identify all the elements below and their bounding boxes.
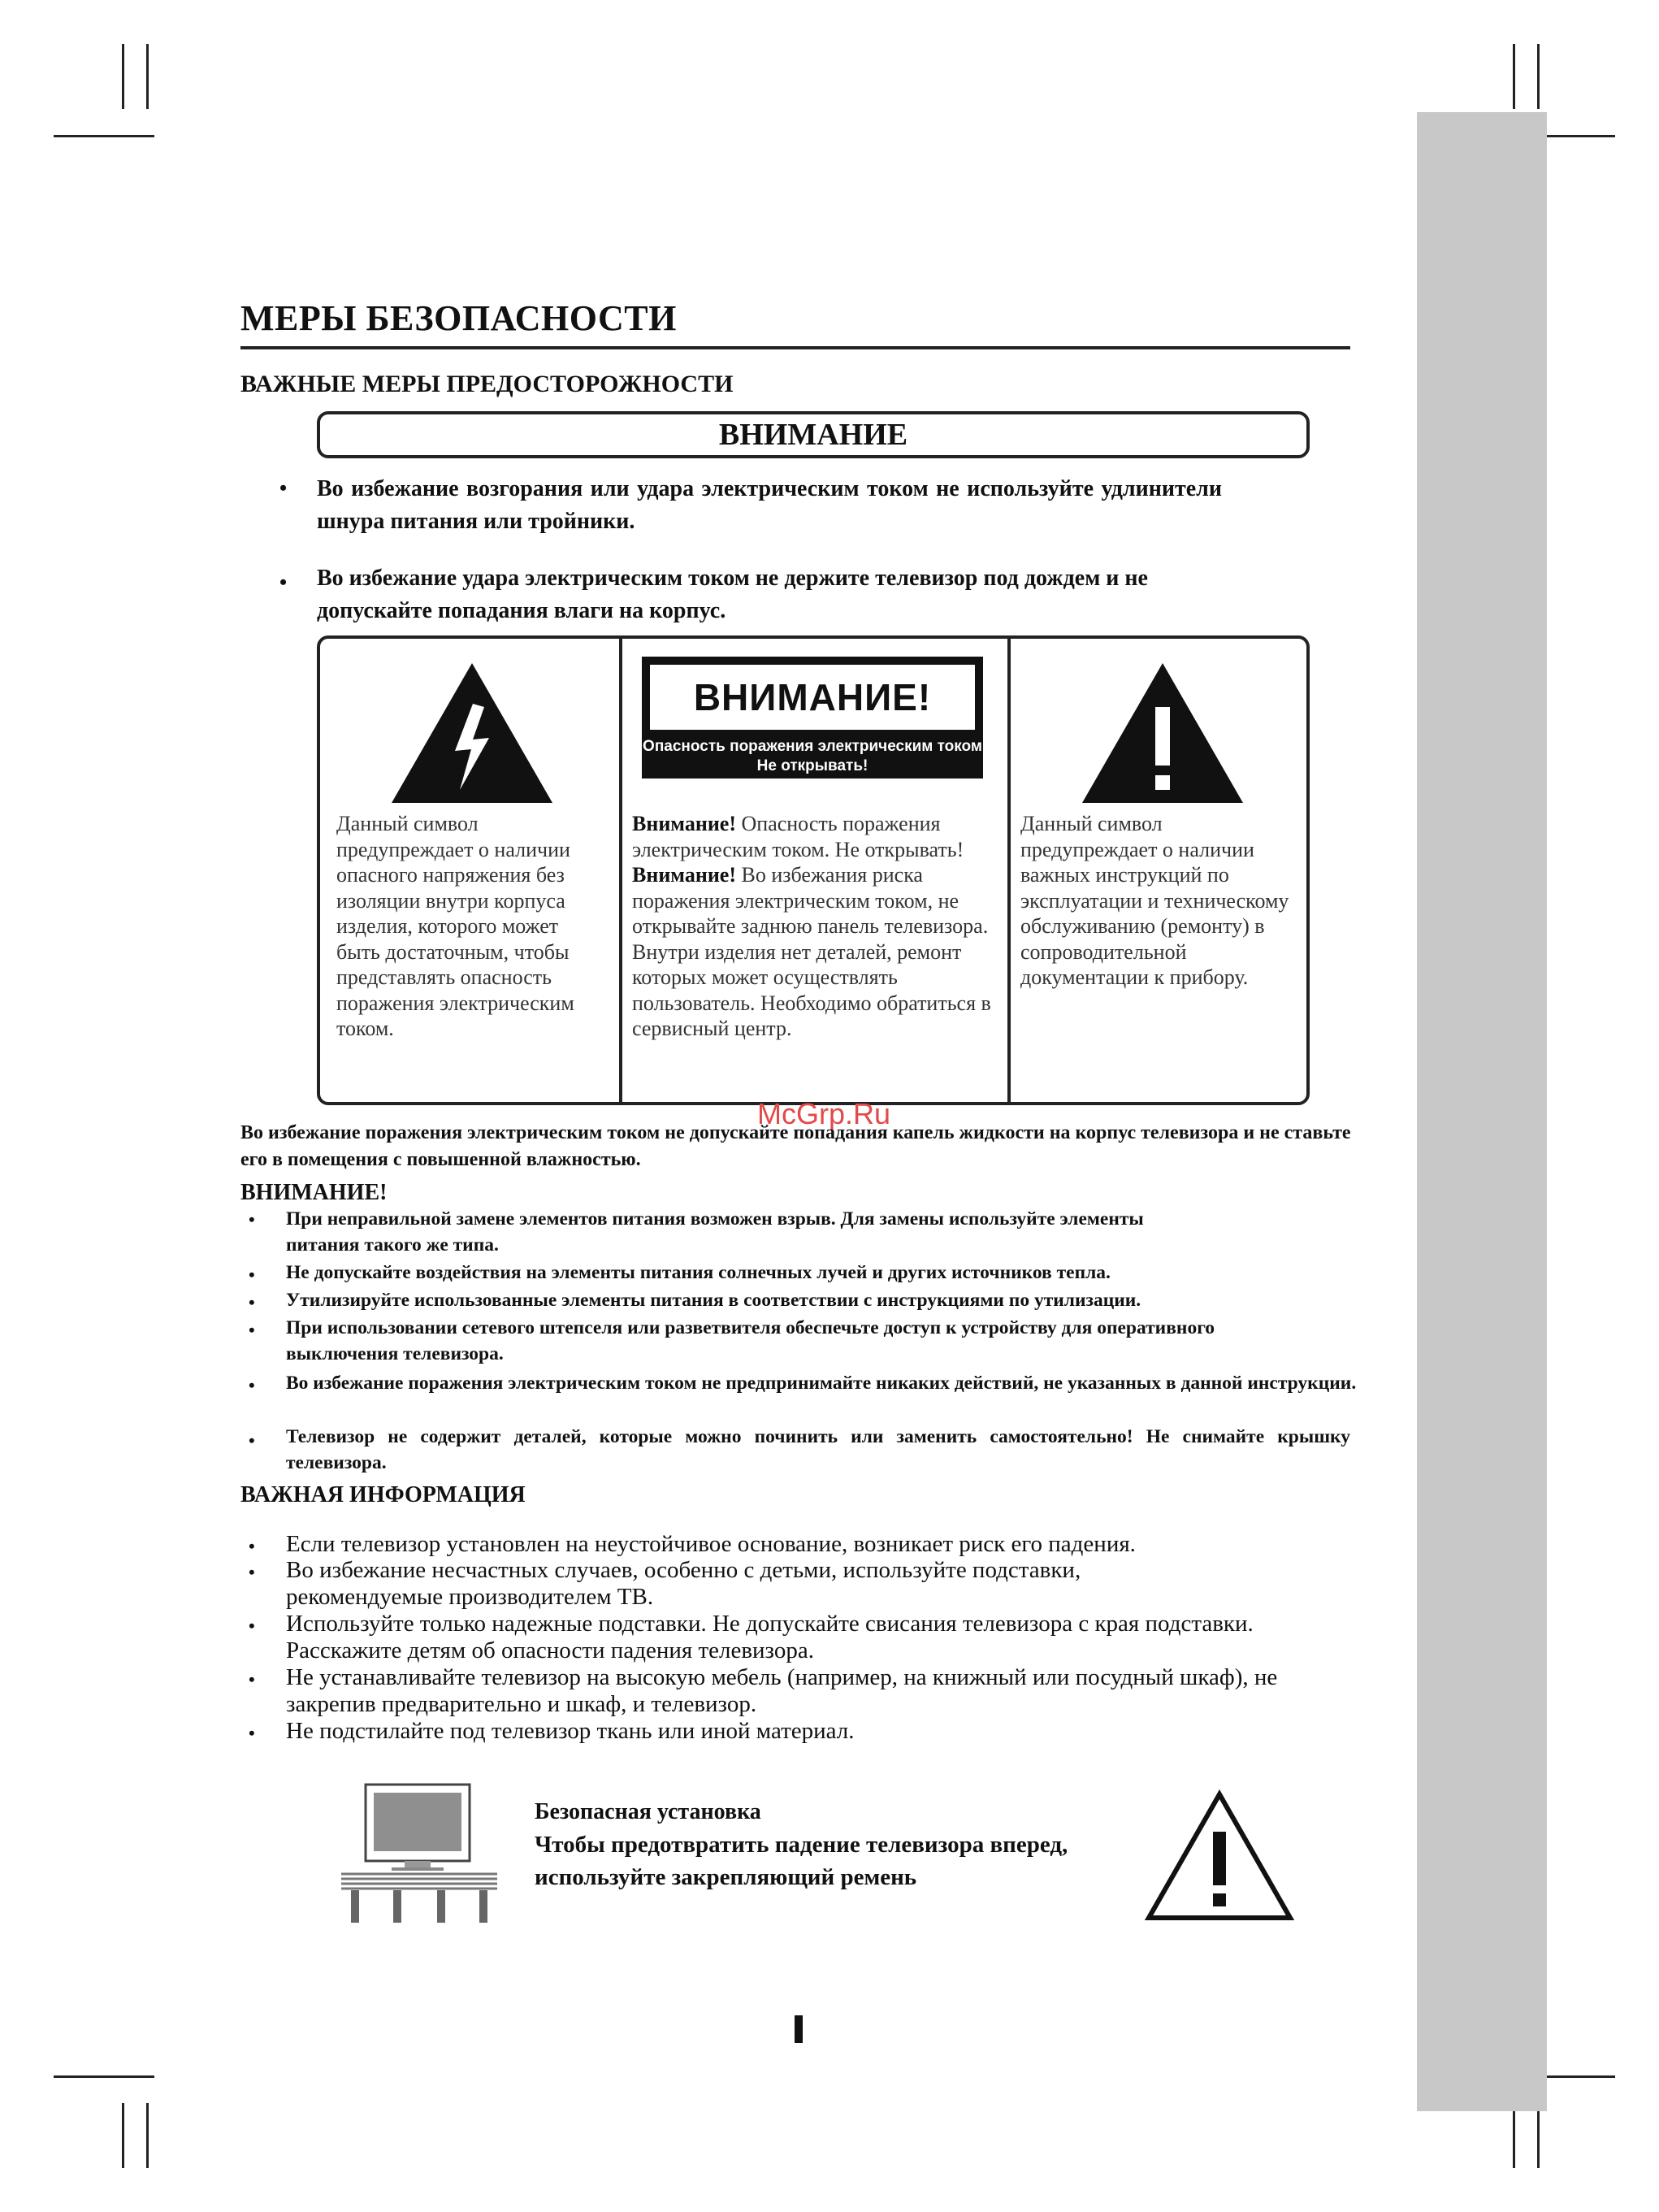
bullet-icon: • <box>249 1320 255 1340</box>
bullet-icon: • <box>279 476 288 500</box>
middle-text-2: Во избежания риска поражения электрическим током, не открывайте заднюю панель телевизора. Внутри изделия нет деталей, ремонт которых может осуществлять пользователь. Необходимо обратиться в сервисный центр. <box>632 863 991 1040</box>
bullet-icon: • <box>249 1430 255 1451</box>
bullet-icon: • <box>249 1264 255 1285</box>
caution-label-line-1: Опасность поражения электрическим током <box>643 738 982 755</box>
right-symbol-text: Данный символ предупреждает о наличии важных инструкций по эксплуатации и техническому обслуживанию (ремонту) в сопроводительной документации к прибору. <box>1020 812 1289 989</box>
middle-bold-1: Внимание! <box>632 812 736 835</box>
page-title: МЕРЫ БЕЗОПАСНОСТИ <box>240 298 677 338</box>
crop-mark <box>146 44 149 109</box>
exclamation-warning-icon <box>1079 660 1246 806</box>
bullet-icon: • <box>249 1536 255 1556</box>
bullet-icon: • <box>249 1209 255 1230</box>
caution-label-line-2: Не открывать! <box>756 757 868 774</box>
warning-title: ВНИМАНИЕ! <box>240 1180 388 1205</box>
top-bullet-1: Во избежание возгорания или удара электрическим током не используйте удлинители шнура питания или тройники. <box>317 476 1222 534</box>
crop-mark <box>1537 2103 1540 2168</box>
warning-item-2: Не допускайте воздействия на элементы питания солнечных лучей и других источников тепла. <box>286 1262 1111 1283</box>
crop-mark <box>1513 44 1515 109</box>
bullet-icon: • <box>279 570 288 594</box>
bullet-icon: • <box>249 1616 255 1636</box>
crop-mark <box>122 2103 124 2168</box>
caution-label-heading: ВНИМАНИЕ! <box>650 665 975 730</box>
watermark: McGrp.Ru <box>757 1097 891 1130</box>
info-item-5: Не подстилайте под телевизор ткань или иной материал. <box>286 1718 855 1744</box>
page-number-mark <box>795 2015 803 2043</box>
page-number <box>795 2015 803 2043</box>
warning-item-5: Во избежание поражения электрическим током не предпринимайте никаких действий, не указанных в данной инструкции. <box>286 1373 1357 1394</box>
warning-item-6: Телевизор не содержит деталей, которые можно починить или заменить самостоятельно! Не снимайте крышку телевизора. <box>286 1426 1350 1473</box>
bullet-icon: • <box>249 1669 255 1689</box>
crop-mark <box>146 2103 149 2168</box>
title-underline <box>240 346 1350 349</box>
section-subtitle: ВАЖНЫЕ МЕРЫ ПРЕДОСТОРОЖНОСТИ <box>240 371 734 397</box>
middle-text-1: Опасность поражения электрическим током. Не открывать! <box>632 812 964 861</box>
caution-triangle-icon <box>1144 1789 1295 1923</box>
warning-banner: ВНИМАНИЕ <box>317 411 1310 458</box>
bullet-icon: • <box>249 1375 255 1395</box>
info-item-1: Если телевизор установлен на неустойчивое основание, возникает риск его падения. <box>286 1531 1136 1557</box>
crop-mark <box>54 135 154 137</box>
warning-item-1: При неправильной замене элементов питания возможен взрыв. Для замены используйте элементы питания такого же типа. <box>286 1208 1144 1256</box>
warning-item-4: При использовании сетевого штепселя или разветвителя обеспечьте доступ к устройству для оперативного выключения телевизора. <box>286 1317 1215 1364</box>
install-line-2: используйте закрепляющий ремень <box>535 1864 917 1890</box>
bullet-icon: • <box>249 1723 255 1743</box>
crop-mark <box>1513 2103 1515 2168</box>
info-item-3: Используйте только надежные подставки. Не допускайте свисания телевизора с края подставки. Расскажите детям об опасности падения телевизора. <box>286 1611 1254 1663</box>
left-symbol-text: Данный символ предупреждает о наличии опасного напряжения без изоляции внутри корпуса изделия, которого может быть достаточным, чтобы представлять опасность поражения электрическим током. <box>336 812 574 1040</box>
box-divider <box>619 639 622 1102</box>
crop-mark <box>54 2075 154 2078</box>
tv-stand-icon <box>338 1781 500 1928</box>
info-item-2: Во избежание несчастных случаев, особенно с детьми, используйте подставки, рекомендуемые производителем ТВ. <box>286 1557 1081 1610</box>
crop-mark <box>1537 44 1540 109</box>
lightning-warning-icon <box>388 660 556 806</box>
box-divider <box>1007 639 1011 1102</box>
bullet-icon: • <box>249 1562 255 1582</box>
moisture-note: Во избежание поражения электрическим током не допускайте попадания капель жидкости на корпус телевизора и не ставьте его в помещения с повышенной влажностью. <box>240 1122 1351 1170</box>
middle-symbol-text <box>632 811 998 1042</box>
top-bullet-2: Во избежание удара электрическим током не держите телевизор под дождем и не допускайте попадания влаги на корпус. <box>317 566 1148 623</box>
caution-label <box>642 657 983 779</box>
install-line-1: Чтобы предотвратить падение телевизора вперед, <box>535 1832 1068 1858</box>
install-title: Безопасная установка <box>535 1799 761 1824</box>
page-side-tab <box>1417 112 1547 2111</box>
warning-item-3: Утилизируйте использованные элементы питания в соответствии с инструкциями по утилизации. <box>286 1290 1141 1311</box>
bullet-icon: • <box>249 1292 255 1312</box>
info-item-4: Не устанавливайте телевизор на высокую мебель (например, на книжный или посудный шкаф), не закрепив предварительно и шкаф, и телевизор. <box>286 1664 1278 1717</box>
info-title: ВАЖНАЯ ИНФОРМАЦИЯ <box>240 1482 526 1507</box>
crop-mark <box>122 44 124 109</box>
middle-bold-2: Внимание! <box>632 863 736 887</box>
